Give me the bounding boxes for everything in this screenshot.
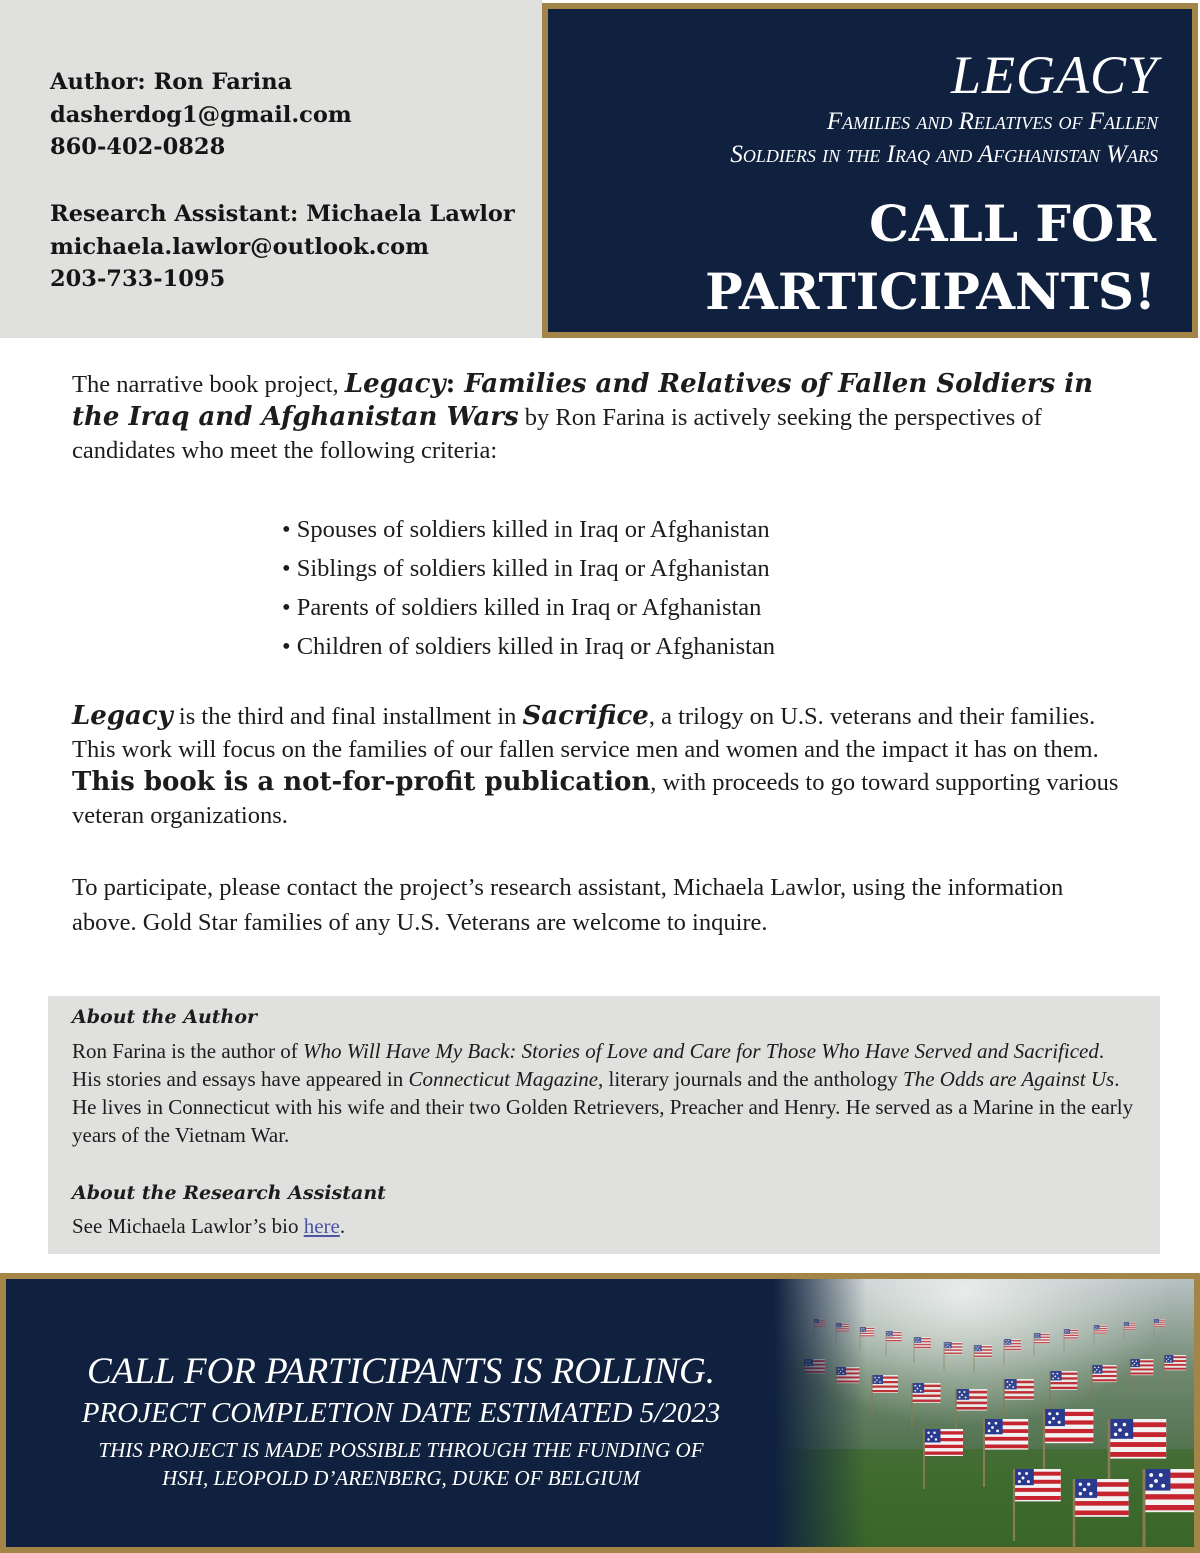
footer-line-4: HSH, LEOPOLD D’ARENBERG, DUKE OF BELGIUM bbox=[162, 1466, 640, 1490]
criteria-item: • Parents of soldiers killed in Iraq or Afghanistan bbox=[282, 594, 762, 621]
bio-anthology: The Odds are Against Us bbox=[903, 1067, 1115, 1091]
criteria-list bbox=[282, 510, 775, 666]
subtitle-line-2: Soldiers in the Iraq and Afghanistan Wars bbox=[730, 141, 1158, 168]
bio-text-4: . He lives in Connecticut with his wife and their two Golden Retrievers, Preacher and Henry. He served as a Marine in the early years of the Vietnam War. bbox=[72, 1067, 1134, 1147]
call-line-2: PARTICIPANTS! bbox=[705, 262, 1156, 321]
bio-book-title: Who Will Have My Back: Stories of Love and Care for Those Who Have Served and Sacrificed bbox=[302, 1039, 1099, 1063]
flags-photo bbox=[774, 1279, 1194, 1547]
header-panel bbox=[542, 3, 1198, 338]
intro-paragraph bbox=[72, 368, 1132, 467]
contact-panel bbox=[0, 0, 542, 338]
about-box bbox=[48, 996, 1160, 1254]
intro-suffix: by Ron Farina is actively seeking the perspectives of candidates who meet the following criteria: bbox=[72, 404, 1042, 464]
author-phone: 860-402-0828 bbox=[50, 134, 226, 160]
subtitle-line-1: Families and Relatives of Fallen bbox=[826, 108, 1158, 135]
call-for-participants-heading bbox=[705, 190, 1156, 326]
bio-text-3: , literary journals and the anthology bbox=[598, 1067, 904, 1091]
assistant-email[interactable]: michaela.lawlor@outlook.com bbox=[50, 233, 429, 260]
book-title: LEGACY bbox=[950, 45, 1158, 105]
intro-book-subtitle: Families and Relatives of Fallen Soldiers in the Iraq and Afghanistan Wars bbox=[72, 369, 1094, 432]
nonprofit-emphasis: This book is a not-for-profit publication bbox=[72, 767, 651, 797]
footer-banner bbox=[0, 1273, 1200, 1553]
about-book-paragraph bbox=[72, 700, 1132, 832]
author-contact bbox=[50, 66, 352, 164]
author-name: Author: Ron Farina bbox=[50, 69, 293, 95]
flags-image bbox=[774, 1279, 1194, 1547]
bio-text-2: . His stories and essays have appeared in bbox=[72, 1039, 1105, 1091]
footer-line-3: THIS PROJECT IS MADE POSSIBLE THROUGH THE FUNDING OF bbox=[98, 1438, 704, 1462]
assistant-bio-text: See Michaela Lawlor’s bio bbox=[72, 1214, 304, 1238]
footer-line-2: PROJECT COMPLETION DATE ESTIMATED 5/2023 bbox=[81, 1397, 721, 1429]
legacy-emphasis: Legacy bbox=[72, 701, 173, 731]
book-subtitle bbox=[730, 105, 1158, 171]
assistant-bio-link[interactable]: here bbox=[303, 1214, 340, 1238]
bio-magazine: Connecticut Magazine bbox=[408, 1067, 599, 1091]
about-book-text-3: , with proceeds to go toward supporting various veteran organizations. bbox=[72, 769, 1119, 829]
sacrifice-emphasis: Sacrifice bbox=[522, 701, 649, 731]
about-assistant-bio bbox=[72, 1212, 1136, 1240]
about-book-text-2: , a trilogy on U.S. veterans and their families. This work will focus on the families of our fallen service men and women and the impact it has on them. bbox=[72, 703, 1099, 763]
intro-prefix: The narrative book project, bbox=[72, 371, 345, 398]
about-author-heading: About the Author bbox=[72, 1006, 258, 1028]
assistant-bio-end: . bbox=[339, 1214, 346, 1238]
about-author-bio bbox=[72, 1037, 1136, 1149]
criteria-item: • Siblings of soldiers killed in Iraq or Afghanistan bbox=[282, 555, 770, 582]
footer-line-1: CALL FOR PARTICIPANTS IS ROLLING. bbox=[86, 1351, 716, 1392]
assistant-name: Research Assistant: Michaela Lawlor bbox=[50, 201, 515, 227]
criteria-item: • Spouses of soldiers killed in Iraq or Afghanistan bbox=[282, 516, 770, 543]
assistant-phone: 203-733-1095 bbox=[50, 266, 226, 292]
author-email[interactable]: dasherdog1@gmail.com bbox=[50, 101, 352, 128]
intro-book-title: Legacy bbox=[344, 369, 446, 399]
bio-text-1: Ron Farina is the author of bbox=[72, 1039, 303, 1063]
participate-paragraph: To participate, please contact the project’s research assistant, Michaela Lawlor, using the information above. Gold Star families of any U.S. Veterans are welcome to inquire. bbox=[72, 874, 1064, 936]
intro-book-colon: : bbox=[445, 369, 456, 399]
about-assistant-heading: About the Research Assistant bbox=[72, 1182, 386, 1204]
about-book-text-1: is the third and final installment in bbox=[172, 703, 523, 730]
call-line-1: CALL FOR bbox=[869, 194, 1156, 253]
assistant-contact bbox=[50, 198, 515, 296]
criteria-item: • Children of soldiers killed in Iraq or Afghanistan bbox=[282, 633, 776, 660]
